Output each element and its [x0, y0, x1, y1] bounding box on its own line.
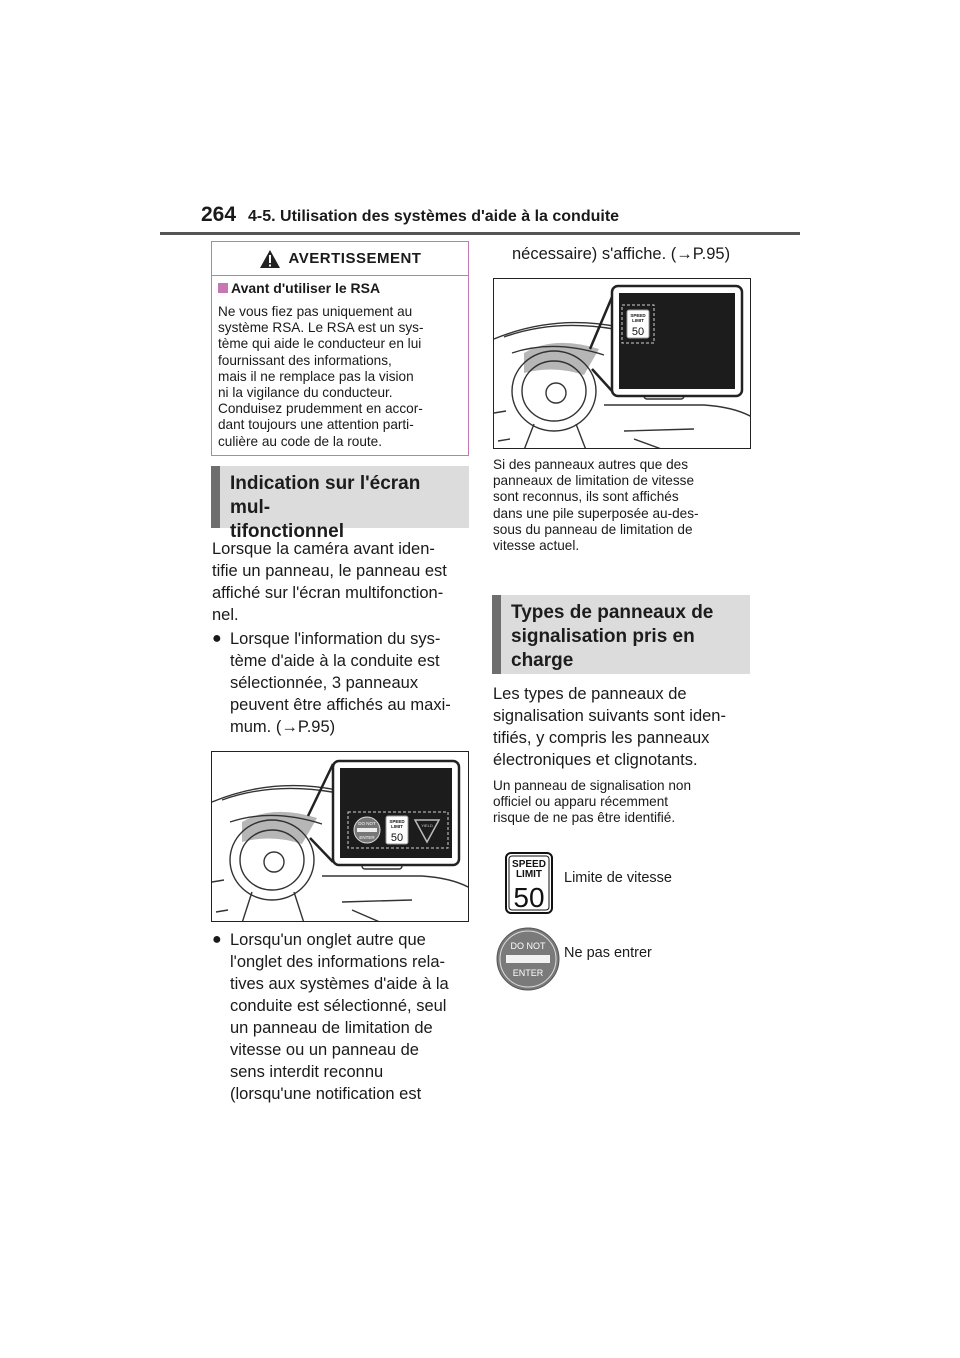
speed-mid-text: LIMIT [632, 318, 644, 323]
text-line: tifiés, y compris les panneaux [493, 729, 710, 747]
text-line: Lorsqu'un onglet autre que [230, 931, 426, 949]
dne-top-text: DO NOT [358, 821, 376, 826]
bullet-item [212, 929, 470, 1105]
text-line: officiel ou apparu récemment [493, 794, 669, 810]
sign-top-text: DO NOT [510, 941, 546, 951]
speed-value-text: 50 [390, 832, 404, 844]
sign-top-text: SPEED [512, 859, 546, 870]
sign-mid-text: LIMIT [515, 869, 543, 880]
text-line: un panneau de limitation de [230, 1019, 433, 1037]
text-line: mum. (→P.95) [230, 718, 336, 736]
text-line: dans une pile superposée au-des- [493, 505, 699, 521]
bullet-item [212, 628, 470, 738]
sign-value-text: 50 [513, 882, 545, 913]
text-line: sens interdit reconnu [230, 1063, 384, 1081]
text-line: conduite est sélectionné, seul [230, 997, 447, 1015]
speed-mid-text: LIMIT [391, 824, 403, 829]
heading-line: tifonctionnel [230, 521, 344, 542]
warning-line: Ne vous fiez pas uniquement au [218, 304, 413, 319]
text-line: (lorsqu'une notification est [230, 1085, 422, 1103]
bullet-text [230, 929, 449, 1105]
text-line: tifie un panneau, le panneau est [212, 562, 447, 580]
warning-line: fournissant des informations, [218, 352, 392, 368]
dne-bottom-text: ENTER [359, 835, 375, 840]
speed-top-text: SPEED [630, 313, 646, 318]
warning-title: AVERTISSEMENT [288, 250, 422, 267]
heading-line: Indication sur l'écran mul- [230, 473, 421, 518]
square-bullet-icon [218, 283, 228, 293]
text-line: Un panneau de signalisation non [493, 778, 692, 793]
bullet-dot-icon: ● [212, 931, 222, 948]
warning-subtitle [218, 280, 380, 296]
text-line: vitesse actuel. [493, 538, 580, 554]
text-line: risque de ne pas être identifié. [493, 810, 676, 826]
text-line: électroniques et clignotants. [493, 751, 698, 769]
types-intro [493, 683, 753, 771]
text-line: panneaux de limitation de vitesse [493, 473, 695, 489]
page-number: 264 [201, 203, 237, 226]
figure-dashboard-three-signs [211, 751, 469, 922]
text-line: tème d'aide à la conduite est [230, 652, 440, 670]
speed-limit-label: Limite de vitesse [564, 870, 672, 886]
stack-note [493, 457, 751, 554]
section-heading-types [492, 595, 750, 674]
text-line: affiché sur l'écran multifonction- [212, 584, 444, 602]
warning-header [212, 242, 468, 276]
warning-subtitle-text: Avant d'utiliser le RSA [231, 280, 381, 296]
text-line: tives aux systèmes d'aide à la [230, 975, 449, 993]
warning-line: système RSA. Le RSA est un sys- [218, 320, 424, 336]
warning-text [218, 304, 466, 450]
warning-line: mais il ne remplace pas la vision [218, 368, 414, 384]
warning-line: ni la vigilance du conducteur. [218, 385, 393, 401]
section-title: 4-5. Utilisation des systèmes d'aide à la conduite [248, 208, 620, 225]
text-line: l'onglet des informations rela- [230, 953, 446, 971]
bullet-text [230, 628, 451, 738]
heading-line: Types de panneaux de [511, 602, 714, 623]
text-line: Lorsque l'information du sys- [230, 630, 441, 648]
warning-triangle-icon [259, 249, 281, 269]
text-line: nel. [212, 606, 239, 624]
text-line: sélectionnée, 3 panneaux [230, 674, 419, 692]
text-line: peuvent être affichés au maxi- [230, 696, 451, 714]
do-not-enter-label: Ne pas entrer [564, 945, 652, 961]
sign-bottom-text: ENTER [512, 968, 544, 978]
indication-intro [212, 538, 472, 626]
section-heading-indication [211, 466, 469, 542]
warning-line: dant toujours une attention parti- [218, 417, 414, 433]
warning-line: tème qui aide le conducteur en lui [218, 336, 422, 352]
heading-line: signalisation pris en [511, 626, 695, 647]
speed-value-text: 50 [631, 326, 645, 338]
yield-text: YIELD [421, 823, 433, 828]
warning-line: Conduisez prudemment en accor- [218, 401, 423, 417]
warning-box [211, 241, 469, 456]
figure-dashboard-one-sign [493, 278, 751, 449]
bullet-dot-icon: ● [212, 630, 222, 647]
do-not-enter-sign-icon [496, 927, 560, 991]
unofficial-sign-note [493, 778, 751, 827]
text-line: vitesse ou un panneau de [230, 1041, 419, 1059]
dashboard-illustration [212, 752, 469, 922]
speed-top-text: SPEED [389, 819, 405, 824]
speed-limit-sign-icon [505, 852, 553, 914]
header-rule [160, 232, 800, 235]
heading-line: charge [511, 650, 574, 671]
bullet-continuation: nécessaire) s'affiche. (→P.95) [512, 245, 731, 263]
text-line: signalisation suivants sont iden- [493, 707, 726, 725]
text-line: Si des panneaux autres que des [493, 457, 688, 472]
dashboard-illustration [494, 279, 751, 449]
text-line: Lorsque la caméra avant iden- [212, 540, 435, 558]
text-line: sont reconnus, ils sont affichés [493, 489, 679, 505]
warning-line: culière au code de la route. [218, 433, 382, 449]
text-line: sous du panneau de limitation de [493, 521, 693, 537]
text-line: Les types de panneaux de [493, 685, 687, 703]
